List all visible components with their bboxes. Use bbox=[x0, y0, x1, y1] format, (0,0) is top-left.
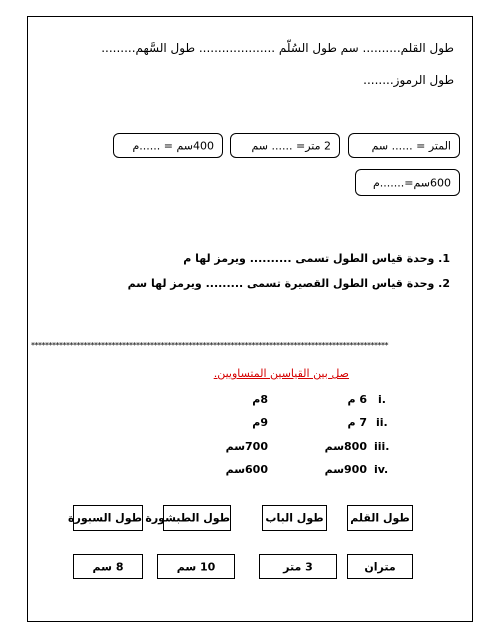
page-border bbox=[27, 16, 473, 622]
fill-in-line-2: طول الرموز........ bbox=[363, 73, 454, 87]
row-number: iv. bbox=[374, 463, 389, 476]
match-right-value: 8م bbox=[252, 393, 268, 406]
measure-box-3m bbox=[259, 554, 337, 579]
object-box-pencil bbox=[347, 505, 413, 531]
conversion-box-meter bbox=[348, 133, 460, 158]
star-divider: ****************************************************************************************************** bbox=[31, 342, 388, 350]
row-number: i. bbox=[378, 393, 386, 406]
measure-box-2m bbox=[347, 554, 413, 579]
match-right-value: 700سم bbox=[225, 440, 268, 453]
measure-box-8cm bbox=[73, 554, 143, 579]
object-label: طول الباب bbox=[265, 511, 324, 525]
object-label: طول القلم bbox=[350, 511, 410, 525]
conversion-box-600cm bbox=[355, 169, 460, 196]
measure-label: 10 سم bbox=[176, 560, 216, 573]
match-right-value: 9م bbox=[252, 416, 268, 429]
measure-label: متران bbox=[364, 560, 396, 573]
match-left-value: 800سم bbox=[324, 440, 367, 453]
conversion-text: المتر = ...... سم bbox=[371, 139, 451, 152]
matching-title: صل بين القياسين المتساويين. bbox=[213, 367, 349, 380]
match-left-value: 7 م bbox=[347, 416, 367, 429]
conversion-box-2m bbox=[230, 133, 340, 158]
measure-label: 3 متر bbox=[283, 560, 313, 573]
conversion-text: 400سم = ......م bbox=[132, 139, 214, 152]
match-left-value: 900سم bbox=[324, 463, 367, 476]
match-left-value: 6 م bbox=[347, 393, 367, 406]
object-label: طول الطبشورة bbox=[145, 511, 230, 525]
object-box-chalk bbox=[145, 505, 231, 531]
object-box-door bbox=[262, 505, 327, 531]
conversion-text: 2 متر= ...... سم bbox=[251, 139, 331, 152]
definition-item-1: 1. وحدة قياس الطول تسمى .......... ويرمز لها م bbox=[183, 252, 450, 265]
row-number: ii. bbox=[376, 416, 388, 429]
object-box-board bbox=[68, 505, 143, 531]
row-number: iii. bbox=[374, 440, 390, 453]
definition-item-2: 2. وحدة قياس الطول القصيرة تسمى ......... ويرمز لها سم bbox=[127, 277, 450, 290]
object-label: طول السبورة bbox=[68, 511, 142, 525]
measure-box-10cm bbox=[157, 554, 235, 579]
conversion-box-400cm bbox=[113, 133, 223, 158]
match-right-value: 600سم bbox=[225, 463, 268, 476]
measure-label: 8 سم bbox=[92, 560, 124, 573]
conversion-text: 600سم=.......م bbox=[372, 176, 451, 189]
fill-in-line-1: طول القلم.......... سم طول السُلّم .................... طول السَّهم......... bbox=[101, 41, 454, 55]
